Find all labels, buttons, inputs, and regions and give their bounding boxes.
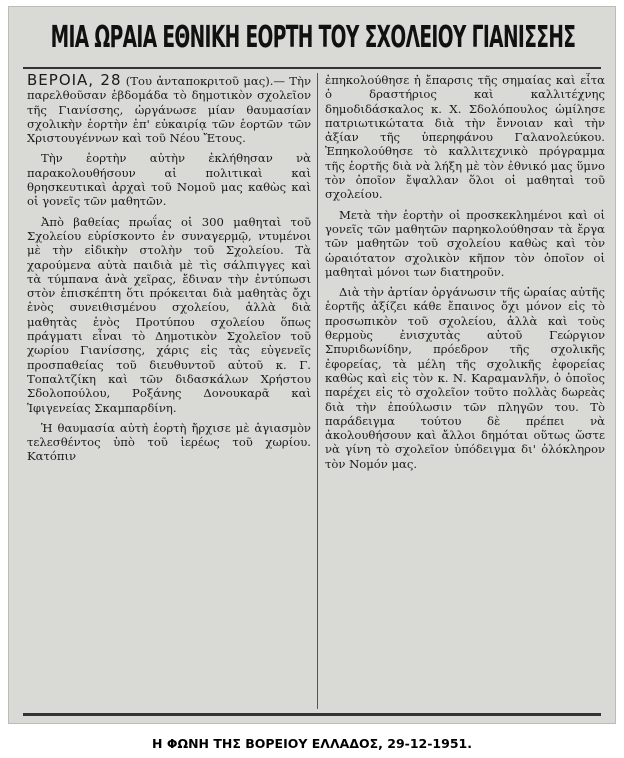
article-paragraph: Ἡ θαυμασία αὐτὴ ἑορτὴ ἤρχισε μὲ ἁγιασμὸν τελεσθέντος ὑπὸ τοῦ ἱερέως τοῦ χωρίου. Κατόπιν — [27, 420, 311, 464]
article-paragraph: Ἀπὸ βαθείας πρωΐας οἱ 300 μαθηταὶ τοῦ Σχολείου εὑρίσκοντο ἐν συναγερμῷ, ντυμένοι μὲ τὴν εἰδικὴν στολὴν τοῦ Σχολείου. Τὰ χαρούμενα αὐτὰ παιδιὰ μὲ τὶς σάλπιγγες καὶ τὰ τύμπανα ἀνὰ χεῖρας, ἔδιναν τὴν ἐντύπωσι στὸν ἐπισκέπτη ὅτι πρόκειται διὰ μαθητὰς ὄχι ἑνὸς συνειθισμένου σχολείου, ἀλλὰ διὰ μαθητὰς ἑνὸς Προτύπου σχολείου ὅπως πράγματι εἶναι τὸ Δημοτικὸν Σχολεῖον τοῦ χωρίου Γιανίσσης, χάρις εἰς τὰς εὐγενεῖς προσπαθείας τοῦ διευθυντοῦ αὐτοῦ κ. Γ. Τοπαλτζίκη καὶ τῶν διδασκάλων Χρήστου Σδολοπούλου, Ροξάνης Δονουκαρᾶ καὶ Ἰφιγενείας Σκαμπαρδίνη. — [27, 214, 311, 415]
headline-rule — [23, 67, 601, 69]
newspaper-clipping — [8, 6, 616, 724]
article-dateline: ΒΕΡΟΙΑ, 28 — [27, 73, 122, 89]
article-left-column — [27, 73, 311, 709]
article-paragraph: Τὴν ἑορτὴν αὐτὴν ἐκλήθησαν νὰ παρακολουθήσουν αἱ πολιτικαὶ καὶ θρησκευτικαὶ ἀρχαὶ τοῦ Νομοῦ μας καθὼς καὶ οἱ γονεῖς τῶν μαθητῶν. — [27, 151, 311, 209]
article-right-column — [325, 73, 605, 709]
article-headline: ΜΙΑ ΩΡΑΙΑ ΕΘΝΙΚΗ ΕΟΡΤΗ ΤΟΥ ΣΧΟΛΕΙΟΥ ΓΙΑΝΙΣΣΗΣ — [50, 19, 576, 55]
article-paragraph: ἐπηκολούθησε ἡ ἔπαρσις τῆς σημαίας καὶ εἶτα ὁ δραστήριος καὶ καλλιτέχνης δημοδιδάσκαλος κ. Χ. Σδολόπουλος ὡμίλησε πατριωτικώτατα διὰ τὴν ἔννοιαν καὶ τὴν ἀξίαν τῆς ὑπερηφάνου Γαλανολεύκου. Ἐπηκολούθησε τὸ καλλιτεχνικὸ πρόγραμμα τῆς ἑορτῆς διὰ νὰ λήξη μὲ τὸν ἐθνικό μας ὕμνο τὸν ὁποῖον ἔψαλλαν ὅλοι οἱ μαθηταὶ τοῦ σχολείου. — [325, 73, 605, 202]
column-divider — [317, 73, 318, 709]
article-paragraph: Διὰ τὴν ἀρτίαν ὀργάνωσιν τῆς ὡραίας αὐτῆς ἑορτῆς ἀξίζει κάθε ἔπαινος ὄχι μόνον εἰς τὸ προσωπικὸν τοῦ σχολείου, ἀλλὰ καὶ τοὺς θερμοὺς ἐνισχυτὰς αὐτοῦ Γεώργιον Σπυριδωνίδην, πρόεδρον τῆς σχολικῆς ἐφορείας, τὰ μέλη τῆς σχολικῆς ἐφορείας καθὼς καὶ εἰς τὸν κ. Ν. Καραμανλῆν, ὁ ὁποῖος παρέχει εἰς τὸ σχολεῖον τοῦτο πολλὰς δωρεὰς διὰ τὴν ἐπούλωσιν τῶν πληγῶν του. Τὸ παράδειγμα τούτου δὲ πρέπει νὰ ἀκολουθήσουν καὶ ἄλλοι δημόται οὕτως ὥστε νὰ γίνη τὸ σχολεῖον ὑπόδειγμα δι' ὁλόκληρον τὸν Νομόν μας. — [325, 285, 605, 471]
article-paragraph: Μετὰ τὴν ἑορτὴν οἱ προσκεκλημένοι καὶ οἱ γονεῖς τῶν μαθητῶν παρηκολούθησαν τὰ ἔργα τῶν μαθητῶν τοῦ σχολείου καθὼς καὶ τὸν ὡραιότατον σχολικὸν κῆπον τὸν ὁποῖον οἱ μαθηταὶ μόνοι των διατηροῦν. — [325, 207, 605, 279]
source-caption: Η ΦΩΝΗ ΤΗΣ ΒΟΡΕΙΟΥ ΕΛΛΑΔΟΣ, 29-12-1951. — [152, 736, 472, 751]
bottom-rule — [23, 713, 601, 716]
article-paragraph: ΒΕΡΟΙΑ, 28 (Του ἀνταποκριτοῦ μας).— Τὴν παρελθοῦσαν ἑβδομάδα τὸ δημοτικὸν σχολεῖον τῆς Γιανίσσης, ὠργάνωσε μίαν θαυμασίαν σχολικὴν ἑορτὴν ἐπ' εὐκαιρίᾳ τῶν ἑορτῶν τῶν Χριστουγέννων καὶ τοῦ Νέου Ἔτους. — [27, 73, 311, 146]
